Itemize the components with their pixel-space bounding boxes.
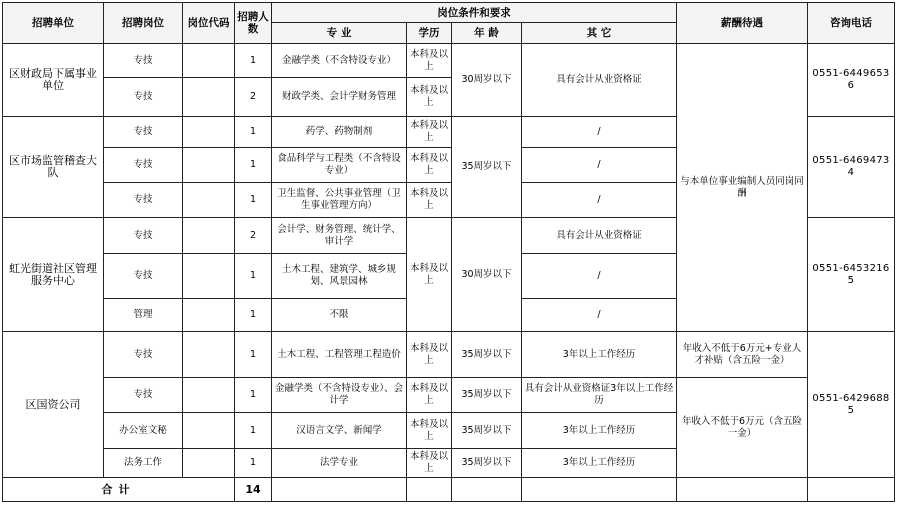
count-cell: 2 [235, 218, 272, 254]
post-cell: 专技 [104, 378, 183, 413]
count-cell: 1 [235, 449, 272, 478]
age-cell: 35周岁以下 [452, 117, 522, 218]
header-phone: 咨询电话 [808, 3, 895, 44]
post-cell: 办公室文秘 [104, 413, 183, 449]
post-cell: 专技 [104, 148, 183, 183]
major-cell: 卫生监督、公共事业管理（卫生事业管理方向） [272, 183, 407, 218]
empty-cell [452, 478, 522, 502]
header-code: 岗位代码 [183, 3, 235, 44]
other-cell: / [522, 148, 677, 183]
count-cell: 1 [235, 254, 272, 299]
education-cell: 本科及以上 [407, 117, 452, 148]
post-cell: 法务工作 [104, 449, 183, 478]
salary-cell: 与本单位事业编制人员同岗同酬 [677, 44, 808, 332]
other-cell: / [522, 183, 677, 218]
major-cell: 土木工程、工程管理工程造价 [272, 332, 407, 378]
header-unit: 招聘单位 [3, 3, 104, 44]
unit-cell: 区国资公司 [3, 332, 104, 478]
major-cell: 法学专业 [272, 449, 407, 478]
empty-cell [522, 478, 677, 502]
header-education: 学历 [407, 23, 452, 44]
code-cell [183, 254, 235, 299]
education-cell: 本科及以上 [407, 78, 452, 117]
post-cell: 专技 [104, 254, 183, 299]
count-cell: 1 [235, 378, 272, 413]
phone-cell: 0551-64296885 [808, 332, 895, 478]
age-cell: 35周岁以下 [452, 413, 522, 449]
code-cell [183, 117, 235, 148]
code-cell [183, 148, 235, 183]
post-cell: 专技 [104, 218, 183, 254]
header-other: 其 它 [522, 23, 677, 44]
header-count: 招聘人数 [235, 3, 272, 44]
other-cell: 具有会计从业资格证3年以上工作经历 [522, 378, 677, 413]
other-cell: / [522, 117, 677, 148]
major-cell: 金融学类（不含特设专业） [272, 44, 407, 78]
other-cell: / [522, 254, 677, 299]
post-cell: 专技 [104, 183, 183, 218]
unit-cell: 区市场监管稽查大队 [3, 117, 104, 218]
major-cell: 食品科学与工程类（不含特设专业） [272, 148, 407, 183]
age-cell: 35周岁以下 [452, 449, 522, 478]
other-cell: / [522, 299, 677, 332]
phone-cell: 0551-64496536 [808, 44, 895, 117]
count-cell: 2 [235, 78, 272, 117]
code-cell [183, 78, 235, 117]
header-salary: 薪酬待遇 [677, 3, 808, 44]
code-cell [183, 299, 235, 332]
education-cell: 本科及以上 [407, 449, 452, 478]
major-cell: 金融学类（不含特设专业）、会计学 [272, 378, 407, 413]
count-cell: 1 [235, 117, 272, 148]
age-cell: 30周岁以下 [452, 218, 522, 332]
header-conditions: 岗位条件和要求 [272, 3, 677, 23]
salary-cell: 年收入不低于6万元（含五险一金） [677, 378, 808, 478]
post-cell: 专技 [104, 332, 183, 378]
code-cell [183, 44, 235, 78]
header-age: 年 龄 [452, 23, 522, 44]
total-label: 合计 [3, 478, 235, 502]
empty-cell [272, 478, 407, 502]
unit-cell: 虹光街道社区管理服务中心 [3, 218, 104, 332]
code-cell [183, 449, 235, 478]
major-cell: 不限 [272, 299, 407, 332]
table-row [3, 378, 895, 413]
post-cell: 管理 [104, 299, 183, 332]
phone-cell: 0551-64694734 [808, 117, 895, 218]
table-row [3, 44, 895, 78]
phone-cell: 0551-64532165 [808, 218, 895, 332]
age-cell: 35周岁以下 [452, 378, 522, 413]
education-cell: 本科及以上 [407, 413, 452, 449]
recruitment-table [2, 2, 895, 502]
header-major: 专 业 [272, 23, 407, 44]
major-cell: 汉语言文学、新闻学 [272, 413, 407, 449]
count-cell: 1 [235, 299, 272, 332]
other-cell: 3年以上工作经历 [522, 332, 677, 378]
post-cell: 专技 [104, 78, 183, 117]
code-cell [183, 413, 235, 449]
count-cell: 1 [235, 413, 272, 449]
education-cell: 本科及以上 [407, 378, 452, 413]
age-cell: 35周岁以下 [452, 332, 522, 378]
code-cell [183, 218, 235, 254]
major-cell: 药学、药物制剂 [272, 117, 407, 148]
education-cell: 本科及以上 [407, 44, 452, 78]
code-cell [183, 183, 235, 218]
major-cell: 土木工程、建筑学、城乡规划、风景园林 [272, 254, 407, 299]
code-cell [183, 378, 235, 413]
unit-cell: 区财政局下属事业单位 [3, 44, 104, 117]
empty-cell [808, 478, 895, 502]
other-cell: 具有会计从业资格证 [522, 218, 677, 254]
count-cell: 1 [235, 332, 272, 378]
empty-cell [677, 478, 808, 502]
code-cell [183, 332, 235, 378]
major-cell: 会计学、财务管理、统计学、审计学 [272, 218, 407, 254]
salary-cell: 年收入不低于6万元+专业人才补贴（含五险一金） [677, 332, 808, 378]
total-count: 14 [235, 478, 272, 502]
post-cell: 专技 [104, 117, 183, 148]
empty-cell [407, 478, 452, 502]
count-cell: 1 [235, 44, 272, 78]
other-cell: 3年以上工作经历 [522, 449, 677, 478]
education-cell: 本科及以上 [407, 183, 452, 218]
age-cell: 30周岁以下 [452, 44, 522, 117]
major-cell: 财政学类、会计学财务管理 [272, 78, 407, 117]
post-cell: 专技 [104, 44, 183, 78]
education-cell: 本科及以上 [407, 218, 452, 332]
education-cell: 本科及以上 [407, 332, 452, 378]
count-cell: 1 [235, 183, 272, 218]
header-post: 招聘岗位 [104, 3, 183, 44]
education-cell: 本科及以上 [407, 148, 452, 183]
other-cell: 具有会计从业资格证 [522, 44, 677, 117]
other-cell: 3年以上工作经历 [522, 413, 677, 449]
count-cell: 1 [235, 148, 272, 183]
total-row [3, 478, 895, 502]
table-row [3, 332, 895, 378]
